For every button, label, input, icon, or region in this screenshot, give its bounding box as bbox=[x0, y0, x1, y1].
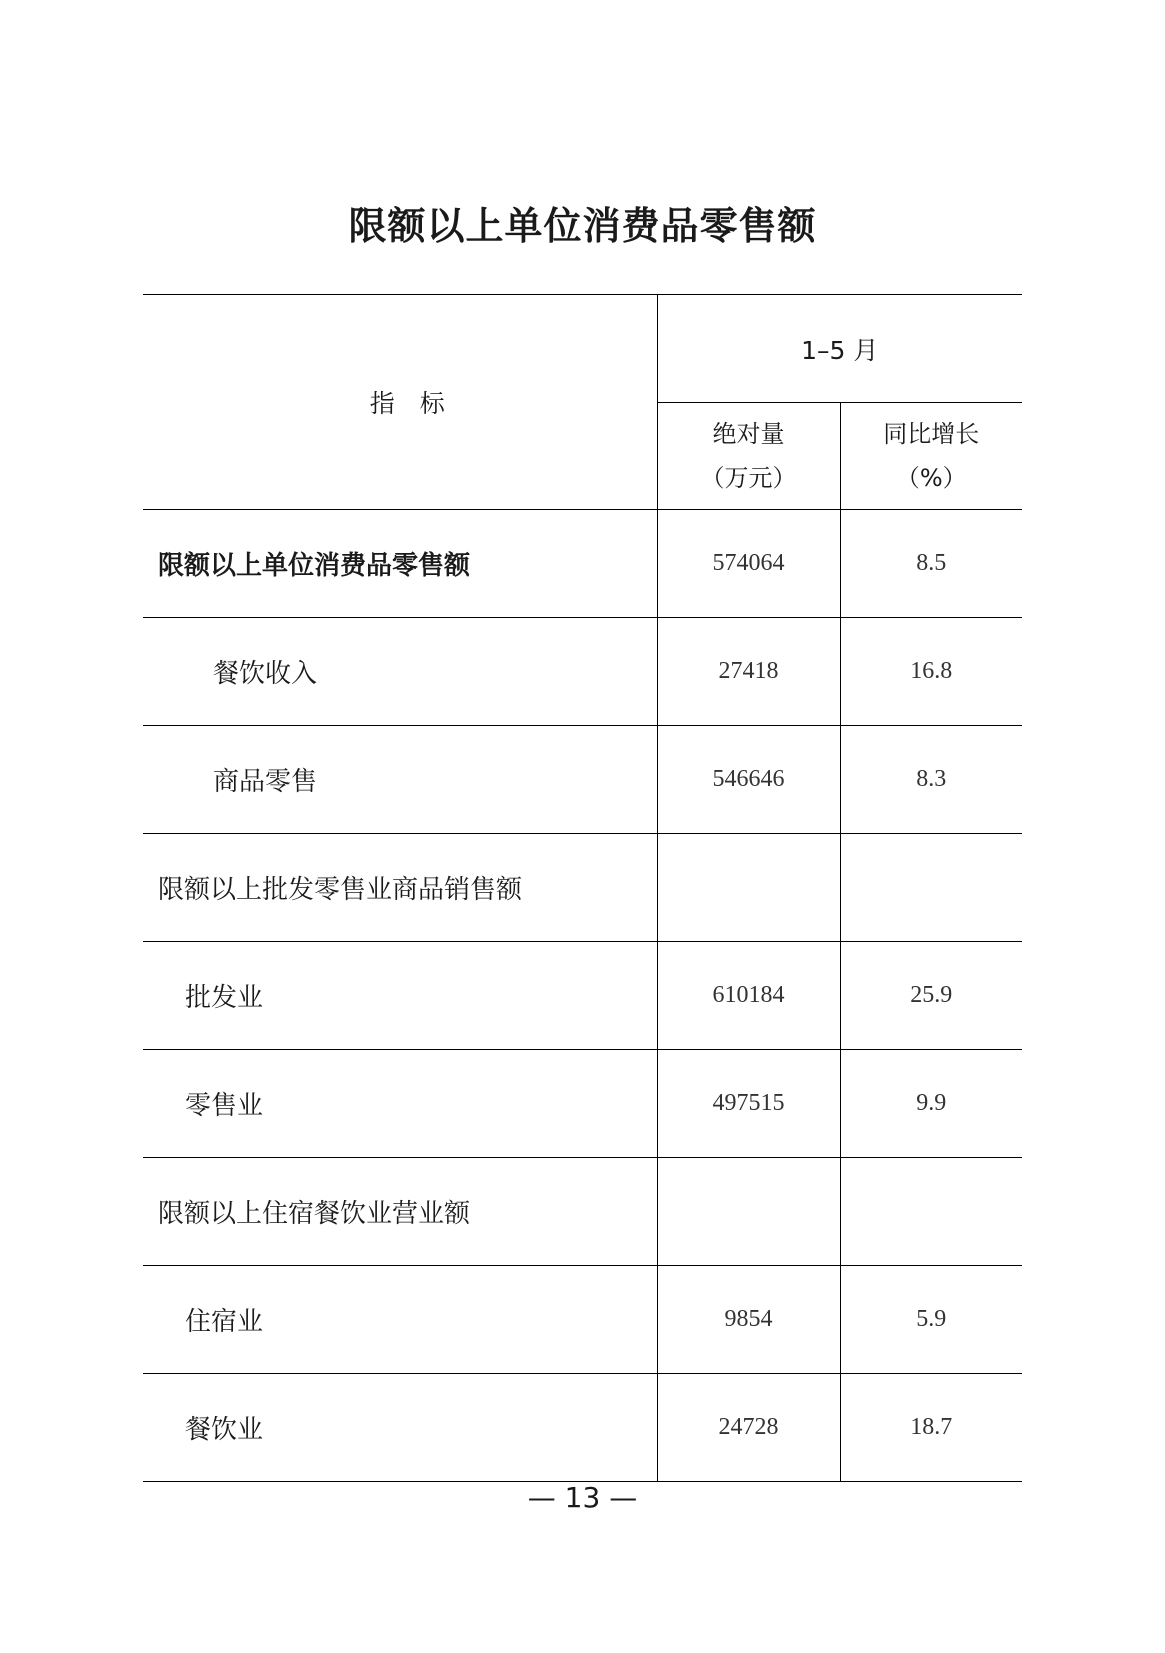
row-absolute-value: 497515 bbox=[657, 1050, 840, 1158]
table-row bbox=[143, 1374, 1022, 1482]
row-absolute-value bbox=[657, 834, 840, 942]
row-label: 限额以上单位消费品零售额 bbox=[143, 510, 657, 618]
row-label: 零售业 bbox=[143, 1050, 657, 1158]
row-label: 餐饮收入 bbox=[143, 618, 657, 726]
header-yoy-label: 同比增长 bbox=[883, 420, 980, 448]
row-label: 餐饮业 bbox=[143, 1374, 657, 1482]
row-yoy-value: 5.9 bbox=[840, 1266, 1022, 1374]
row-label: 商品零售 bbox=[143, 726, 657, 834]
row-label: 住宿业 bbox=[143, 1266, 657, 1374]
header-yoy bbox=[840, 403, 1022, 510]
row-absolute-value bbox=[657, 1158, 840, 1266]
page-title: 限额以上单位消费品零售额 bbox=[348, 204, 817, 248]
row-absolute-value: 574064 bbox=[657, 510, 840, 618]
table-row bbox=[143, 510, 1022, 618]
row-yoy-value: 25.9 bbox=[840, 942, 1022, 1050]
row-yoy-value: 8.3 bbox=[840, 726, 1022, 834]
header-yoy-unit: （%） bbox=[895, 464, 967, 492]
row-yoy-value: 18.7 bbox=[840, 1374, 1022, 1482]
row-yoy-value: 16.8 bbox=[840, 618, 1022, 726]
table-row bbox=[143, 1158, 1022, 1266]
retail-sales-table bbox=[143, 294, 1022, 1482]
table-row bbox=[143, 942, 1022, 1050]
header-absolute-label: 绝对量 bbox=[712, 420, 785, 448]
row-label: 限额以上批发零售业商品销售额 bbox=[143, 834, 657, 942]
table-row bbox=[143, 618, 1022, 726]
table-row bbox=[143, 1266, 1022, 1374]
row-absolute-value: 24728 bbox=[657, 1374, 840, 1482]
row-yoy-value bbox=[840, 1158, 1022, 1266]
row-yoy-value: 9.9 bbox=[840, 1050, 1022, 1158]
header-absolute bbox=[657, 403, 840, 510]
header-absolute-unit: （万元） bbox=[700, 464, 797, 492]
header-period: 1–5 月 bbox=[657, 295, 1022, 403]
row-yoy-value: 8.5 bbox=[840, 510, 1022, 618]
table-row bbox=[143, 834, 1022, 942]
page-number: — 13 — bbox=[527, 1481, 638, 1514]
row-yoy-value bbox=[840, 834, 1022, 942]
row-label: 批发业 bbox=[143, 942, 657, 1050]
table-row bbox=[143, 726, 1022, 834]
header-row-period bbox=[143, 295, 1022, 403]
row-absolute-value: 27418 bbox=[657, 618, 840, 726]
row-absolute-value: 610184 bbox=[657, 942, 840, 1050]
table-row bbox=[143, 1050, 1022, 1158]
row-label: 限额以上住宿餐饮业营业额 bbox=[143, 1158, 657, 1266]
row-absolute-value: 9854 bbox=[657, 1266, 840, 1374]
header-indicator: 指 标 bbox=[369, 389, 445, 418]
row-absolute-value: 546646 bbox=[657, 726, 840, 834]
